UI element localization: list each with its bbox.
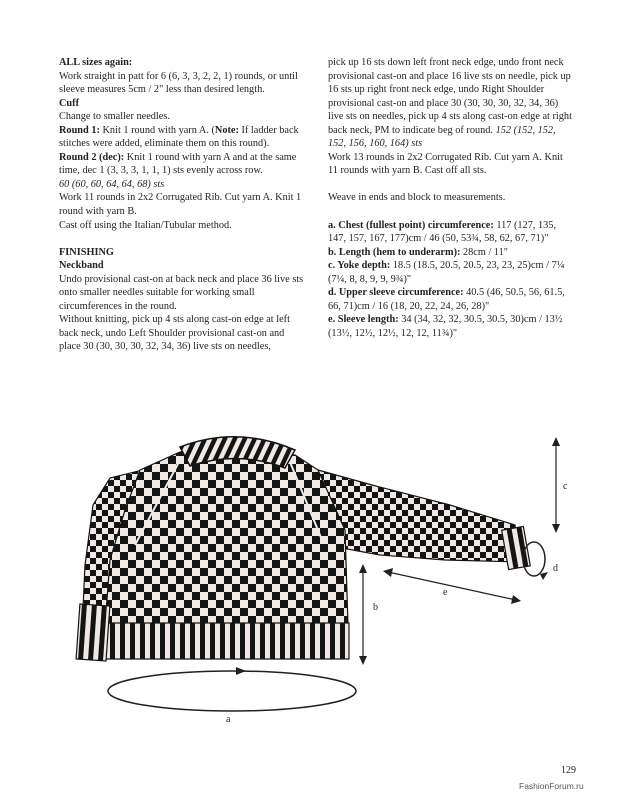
measurement-e-arrow bbox=[383, 568, 521, 604]
measurement-a-ellipse bbox=[108, 671, 356, 711]
measurement-a-arrowhead bbox=[236, 667, 246, 675]
page-number: 129 bbox=[561, 765, 576, 776]
left-text-column bbox=[59, 56, 307, 354]
round-1-label: Round 1: bbox=[59, 124, 100, 136]
measurement-d-label: d. Upper sleeve circumference: bbox=[328, 287, 464, 299]
measurement-b-arrow bbox=[359, 564, 367, 665]
label-e: e bbox=[443, 587, 448, 598]
measurement-e-value: 34 (34, 32, 32, 30.5, 30.5, 30)cm / 13½ (13½, 12½, 12½, 12, 12, 11¾)" bbox=[328, 314, 563, 339]
round-2-label: Round 2 (dec): bbox=[59, 151, 125, 163]
hem-ribbing bbox=[104, 623, 349, 659]
measurement-c bbox=[328, 259, 573, 286]
change-needles-paragraph: Change to smaller needles. bbox=[59, 111, 170, 123]
round-1-note-text: If ladder back stitches were added, eliminate them on this round). bbox=[59, 124, 299, 150]
right-text-column bbox=[328, 56, 573, 340]
measurement-d bbox=[328, 286, 573, 313]
cuff-heading: Cuff bbox=[59, 97, 80, 109]
label-a: a bbox=[226, 714, 231, 725]
pick-up-paragraph: Without knitting, pick up 4 sts along cast-on edge at left back neck, undo Left Shoulder provisional cast-on and place 30 (30, 30, 30, 32, 34, 36) live sts on needles, bbox=[59, 314, 290, 353]
all-sizes-heading: ALL sizes again: bbox=[59, 57, 133, 68]
round-1-text: Knit 1 round with yarn A. ( bbox=[99, 124, 215, 136]
corrugated-rib-paragraph: Work 11 rounds in 2x2 Corrugated Rib. Cut yarn A. Knit 1 round with yarn B. bbox=[59, 192, 302, 218]
cast-off-paragraph: Cast off using the Italian/Tubular method. bbox=[59, 219, 232, 231]
neckband-counts: 152 (152, 152, 152, 156, 160, 164) sts bbox=[328, 124, 556, 150]
neckband-heading: Neckband bbox=[59, 260, 104, 272]
label-c: c bbox=[563, 481, 568, 492]
round-2-paragraph bbox=[59, 151, 307, 178]
work-13-rounds-paragraph: Work 13 rounds in 2x2 Corrugated Rib. Cut yarn A. Knit 11 rounds with yarn B. Cast off all sts. bbox=[328, 151, 563, 177]
sweater-schematic-svg bbox=[0, 425, 621, 745]
measurement-b bbox=[328, 246, 573, 260]
measurement-c-arrow bbox=[552, 437, 560, 533]
measurement-b-label: b. Length (hem to underarm): bbox=[328, 246, 461, 258]
measurement-d-value: 40.5 (46, 50.5, 56, 61.5, 66, 71)cm / 16 (18, 20, 22, 24, 26, 28)" bbox=[328, 287, 565, 312]
work-straight-paragraph: Work straight in patt for 6 (6, 3, 3, 2, 2, 1) rounds, or until sleeve measures 5cm / 2" less than desired length. bbox=[59, 70, 298, 96]
label-b: b bbox=[373, 602, 378, 613]
sweater-schematic bbox=[0, 425, 621, 745]
neckband-continued-text: pick up 16 sts down left front neck edge, undo front neck provisional cast-on and place 16 live sts on needle, pick up 16 sts up right front neck edge, undo Right Shoulder provisional cast-on and place 30 (30, 30, 30, 32, 34, 36) live sts on needles, pick up 4 sts along cast-on edge at right back neck, PM to indicate beg of round. bbox=[328, 57, 572, 136]
note-label: Note: bbox=[214, 124, 239, 136]
measurement-a bbox=[328, 219, 573, 246]
round-2-text: Knit 1 round with yarn A and at the same time, dec 1 (3, 3, 3, 1, 1, 1) sts evenly across row. bbox=[59, 151, 297, 177]
weave-ends-paragraph: Weave in ends and block to measurements. bbox=[328, 192, 506, 204]
undo-provisional-paragraph: Undo provisional cast-on at back neck and place 36 live sts onto smaller needles suitable for working small circumferences in the round. bbox=[59, 273, 304, 312]
measurement-e bbox=[328, 313, 573, 340]
round-2-counts: 60 (60, 60, 64, 64, 68) sts bbox=[59, 178, 165, 190]
measurement-d-arrowhead bbox=[540, 572, 548, 580]
neckband-continued-paragraph bbox=[328, 56, 573, 151]
measurement-e-label: e. Sleeve length: bbox=[328, 314, 399, 326]
left-cuff bbox=[76, 604, 110, 661]
sweater-body bbox=[105, 452, 348, 625]
label-d: d bbox=[553, 563, 558, 574]
round-1-paragraph bbox=[59, 124, 307, 151]
measurement-a-value: 117 (127, 135, 147, 157, 167, 177)cm / 46 (50, 53¾, 58, 62, 67, 71)" bbox=[328, 219, 557, 245]
measurement-b-value: 28cm / 11" bbox=[460, 246, 508, 258]
finishing-heading: FINISHING bbox=[59, 246, 114, 258]
measurement-c-value: 18.5 (18.5, 20.5, 20.5, 23, 23, 25)cm / 7¼ (7¼, 8, 8, 9, 9, 9¾)" bbox=[328, 260, 565, 285]
watermark: FashionForum.ru bbox=[519, 781, 584, 791]
measurement-a-label: a. Chest (fullest point) circumference: bbox=[328, 219, 494, 231]
measurement-c-label: c. Yoke depth: bbox=[328, 260, 391, 272]
